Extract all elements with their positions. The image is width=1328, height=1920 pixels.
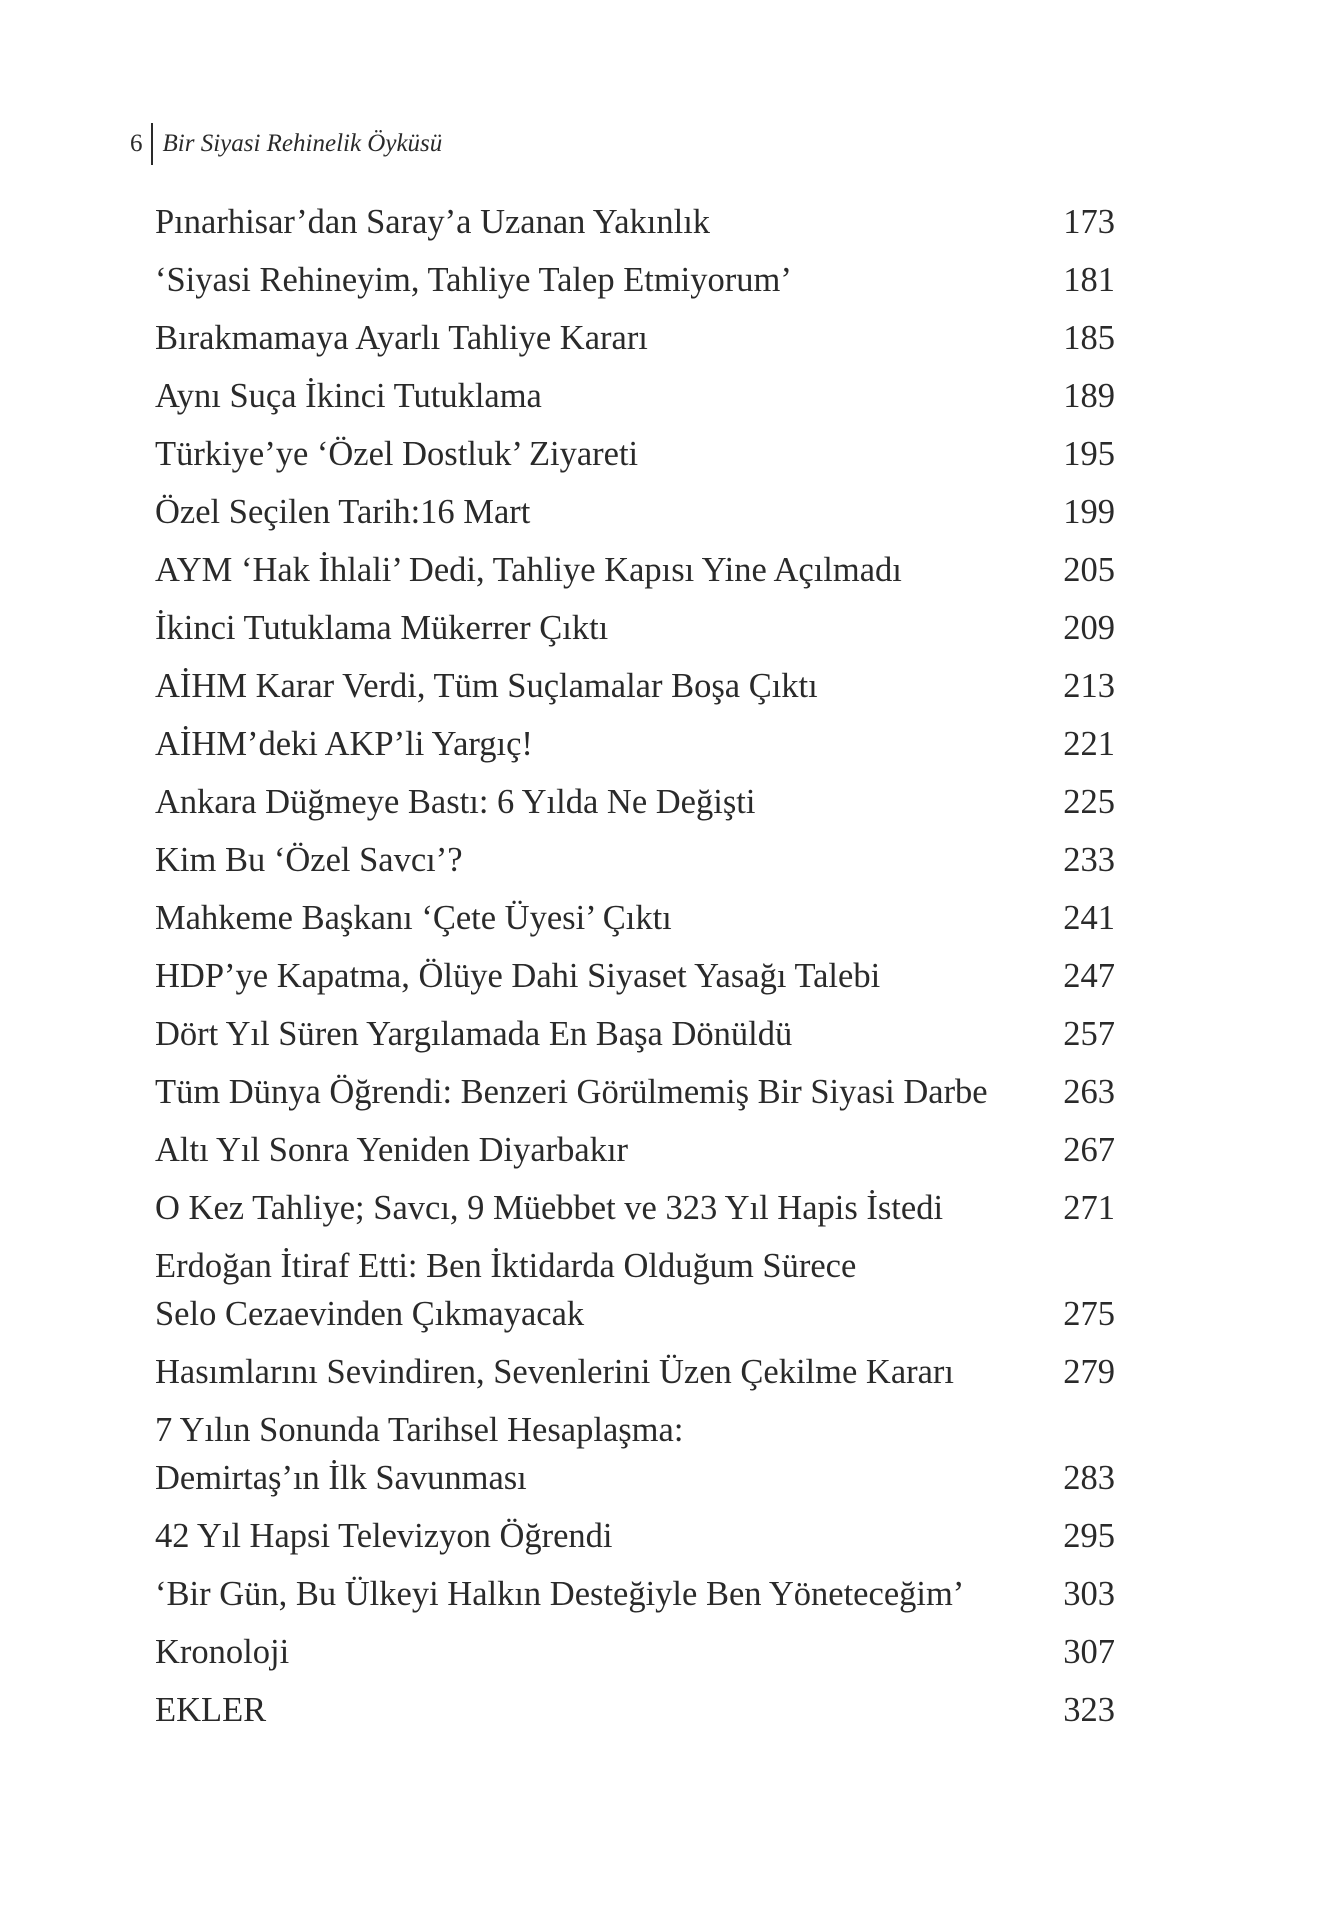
toc-entry-title xyxy=(155,1242,1025,1338)
running-title: Bir Siyasi Rehinelik Öyküsü xyxy=(162,130,443,157)
toc-entry-title-line: Erdoğan İtiraf Etti: Ben İktidarda Olduğum Sürece xyxy=(155,1247,857,1285)
toc-entry-title xyxy=(155,604,1025,652)
toc-entry-title xyxy=(155,1686,1025,1734)
toc-entry-title xyxy=(155,1406,1025,1502)
toc-entry xyxy=(155,1686,1115,1744)
toc-entry-title-line: Dört Yıl Süren Yargılamada En Başa Dönüldü xyxy=(155,1015,793,1053)
toc-entry-title-line: Altı Yıl Sonra Yeniden Diyarbakır xyxy=(155,1131,629,1169)
toc-entry xyxy=(155,662,1115,720)
toc-entry-title-line: Mahkeme Başkanı ‘Çete Üyesi’ Çıktı xyxy=(155,899,672,937)
toc-entry-title-line: ‘Siyasi Rehineyim, Tahliye Talep Etmiyorum’ xyxy=(155,261,792,299)
toc-entry-page-number: 263 xyxy=(1063,1073,1115,1111)
toc-entry xyxy=(155,836,1115,894)
toc-entry-title-line: 7 Yılın Sonunda Tarihsel Hesaplaşma: xyxy=(155,1411,684,1449)
toc-entry-title-line: İkinci Tutuklama Mükerrer Çıktı xyxy=(155,609,609,647)
toc-entry-title xyxy=(155,372,1025,420)
toc-entry xyxy=(155,1512,1115,1570)
toc-entry-page-number: 181 xyxy=(1063,261,1115,299)
toc-entry-page-number: 257 xyxy=(1063,1015,1115,1053)
toc-entry-title-line: Aynı Suça İkinci Tutuklama xyxy=(155,377,542,415)
toc-entry-title-line: AİHM’deki AKP’li Yargıç! xyxy=(155,725,533,763)
toc-entry-page-number: 205 xyxy=(1063,551,1115,589)
toc-entry xyxy=(155,1628,1115,1686)
toc-entry-page-number: 307 xyxy=(1063,1633,1115,1671)
toc-entry-page-number: 195 xyxy=(1063,435,1115,473)
toc-entry-page-number: 209 xyxy=(1063,609,1115,647)
toc-entry-title-line: Bırakmamaya Ayarlı Tahliye Kararı xyxy=(155,319,648,357)
toc-entry-page-number: 303 xyxy=(1063,1575,1115,1613)
toc-entry xyxy=(155,894,1115,952)
toc-entry-title-line: AYM ‘Hak İhlali’ Dedi, Tahliye Kapısı Yine Açılmadı xyxy=(155,551,902,589)
table-of-contents xyxy=(155,198,1115,1744)
toc-entry-page-number: 189 xyxy=(1063,377,1115,415)
toc-entry-title-line: Hasımlarını Sevindiren, Sevenlerini Üzen Çekilme Kararı xyxy=(155,1353,955,1391)
toc-entry-title xyxy=(155,546,1025,594)
toc-entry xyxy=(155,952,1115,1010)
toc-entry-title xyxy=(155,1068,1025,1116)
toc-entry xyxy=(155,372,1115,430)
toc-entry-title-line: Türkiye’ye ‘Özel Dostluk’ Ziyareti xyxy=(155,435,639,473)
toc-entry-page-number: 323 xyxy=(1063,1691,1115,1729)
toc-entry-page-number: 225 xyxy=(1063,783,1115,821)
toc-entry-title xyxy=(155,952,1025,1000)
toc-entry-page-number: 279 xyxy=(1063,1353,1115,1391)
toc-entry-title-line: Pınarhisar’dan Saray’a Uzanan Yakınlık xyxy=(155,203,711,241)
toc-entry xyxy=(155,1184,1115,1242)
toc-entry-title xyxy=(155,836,1025,884)
toc-entry-title-line: 42 Yıl Hapsi Televizyon Öğrendi xyxy=(155,1517,613,1555)
toc-entry-title-line: Kronoloji xyxy=(155,1633,290,1671)
toc-entry-page-number: 295 xyxy=(1063,1517,1115,1555)
toc-entry xyxy=(155,256,1115,314)
toc-entry xyxy=(155,1010,1115,1068)
toc-entry-title xyxy=(155,778,1025,826)
toc-entry xyxy=(155,604,1115,662)
toc-entry xyxy=(155,488,1115,546)
toc-entry xyxy=(155,314,1115,372)
toc-entry xyxy=(155,198,1115,256)
toc-entry-title xyxy=(155,1126,1025,1174)
toc-entry-title-line: O Kez Tahliye; Savcı, 9 Müebbet ve 323 Yıl Hapis İstedi xyxy=(155,1189,944,1227)
page-number: 6 xyxy=(130,130,143,157)
toc-entry xyxy=(155,720,1115,778)
toc-entry-title xyxy=(155,1348,1025,1396)
toc-entry-title-line: EKLER xyxy=(155,1691,267,1729)
toc-entry-title xyxy=(155,894,1025,942)
toc-entry-title-line: Özel Seçilen Tarih:16 Mart xyxy=(155,493,531,531)
toc-entry xyxy=(155,1126,1115,1184)
toc-entry xyxy=(155,430,1115,488)
toc-entry-title xyxy=(155,430,1025,478)
toc-entry xyxy=(155,1406,1115,1512)
toc-entry-title xyxy=(155,1184,1025,1232)
toc-entry-title xyxy=(155,198,1025,246)
toc-entry-page-number: 199 xyxy=(1063,493,1115,531)
toc-entry-page-number: 247 xyxy=(1063,957,1115,995)
toc-entry-title xyxy=(155,1628,1025,1676)
toc-entry-title-line: HDP’ye Kapatma, Ölüye Dahi Siyaset Yasağı Talebi xyxy=(155,957,881,995)
toc-entry-page-number: 233 xyxy=(1063,841,1115,879)
toc-entry xyxy=(155,1068,1115,1126)
toc-entry xyxy=(155,546,1115,604)
toc-entry xyxy=(155,778,1115,836)
toc-entry-page-number: 173 xyxy=(1063,203,1115,241)
toc-entry-title xyxy=(155,1512,1025,1560)
toc-entry-title-line: Tüm Dünya Öğrendi: Benzeri Görülmemiş Bir Siyasi Darbe xyxy=(155,1073,988,1111)
toc-entry-title xyxy=(155,488,1025,536)
toc-entry-title-line: Ankara Düğmeye Bastı: 6 Yılda Ne Değişti xyxy=(155,783,756,821)
toc-entry-title-line: AİHM Karar Verdi, Tüm Suçlamalar Boşa Çıktı xyxy=(155,667,818,705)
toc-entry-page-number: 213 xyxy=(1063,667,1115,705)
toc-entry-title xyxy=(155,1570,1025,1618)
toc-entry-title-line: Demirtaş’ın İlk Savunması xyxy=(155,1459,527,1497)
toc-entry xyxy=(155,1348,1115,1406)
toc-entry-title-line: ‘Bir Gün, Bu Ülkeyi Halkın Desteğiyle Ben Yöneteceğim’ xyxy=(155,1575,965,1613)
toc-entry-title xyxy=(155,720,1025,768)
toc-entry-title xyxy=(155,314,1025,362)
toc-entry-page-number: 185 xyxy=(1063,319,1115,357)
toc-entry-title xyxy=(155,256,1025,304)
toc-entry xyxy=(155,1570,1115,1628)
toc-entry-page-number: 275 xyxy=(1063,1295,1115,1333)
toc-entry-title-line: Kim Bu ‘Özel Savcı’? xyxy=(155,841,463,879)
running-header xyxy=(130,122,442,166)
toc-entry-title-line: Selo Cezaevinden Çıkmayacak xyxy=(155,1295,585,1333)
toc-entry-page-number: 271 xyxy=(1063,1189,1115,1227)
toc-entry-page-number: 267 xyxy=(1063,1131,1115,1169)
toc-entry-page-number: 241 xyxy=(1063,899,1115,937)
toc-entry-page-number: 283 xyxy=(1063,1459,1115,1497)
toc-entry-title xyxy=(155,662,1025,710)
toc-entry-title xyxy=(155,1010,1025,1058)
toc-entry xyxy=(155,1242,1115,1348)
toc-entry-page-number: 221 xyxy=(1063,725,1115,763)
